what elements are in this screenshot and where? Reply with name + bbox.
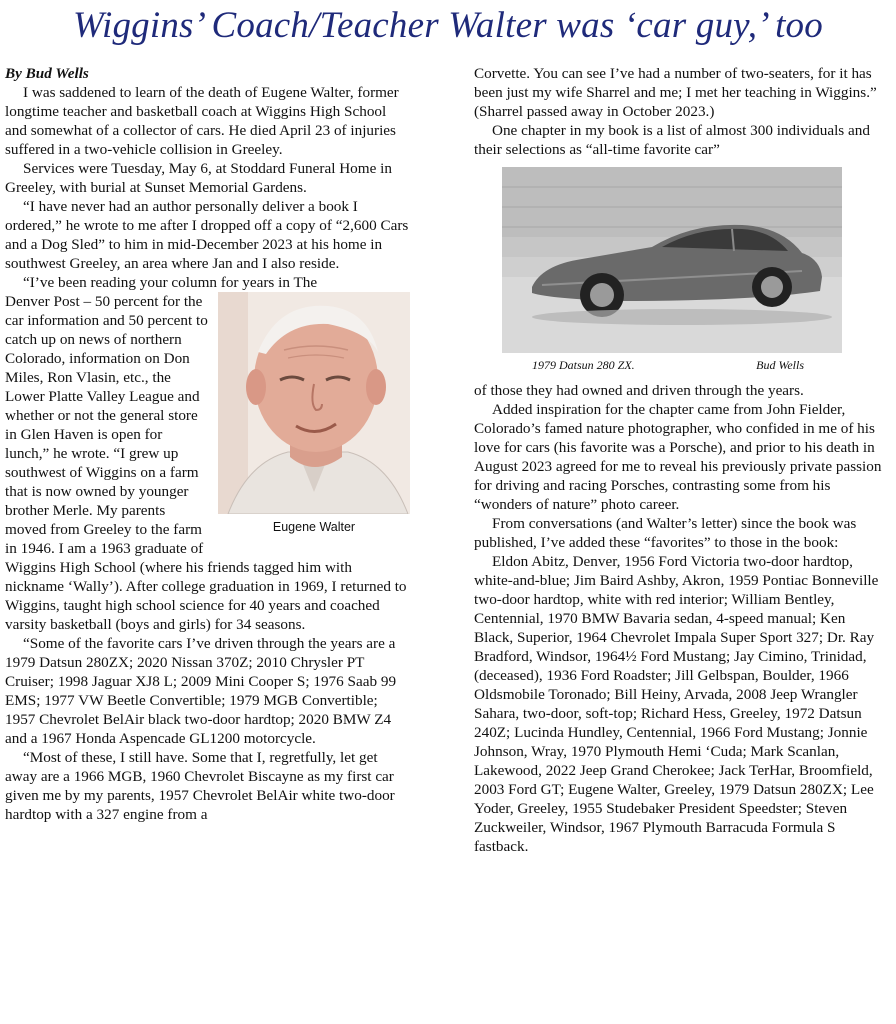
paragraph: “Some of the favorite cars I’ve driven through the years are a 1979 Datsun 280ZX; 2020 Nissan 370Z; 2010 Chrysler PT Cruiser; 1998 Jaguar XJ8 L; 2009 Mini Cooper S; 1976 Saab 99 EMS; 1977 VW Beetle Convertible; 1979 MGB Convertible; 1957 Chevrolet BelAir black two-door hardtop; 2020 BMW Z4 and a 1967 Honda Aspencade GL1200 motorcycle. [5, 635, 397, 747]
paragraph: “I’ve been reading your column for years in The [23, 274, 318, 291]
paragraph: Eldon Abitz, Denver, 1956 Ford Victoria two-door hardtop, white-and-blue; Jim Baird Ashby, Akron, 1959 Pontiac Bonneville two-door hardtop, white with red interior; William Bentley, Centennial, 1970 BMW Bavaria sedan, 4-speed manual; Ken Black, Superior, 1964 Chevrolet Impala Super Sport 327; Dr. Ray Bradford, Windsor, 1964½ Ford Mustang; Jay Cimino, Trinidad, (deceased), 1936 Ford Roadster; Jill Gelbspan, Boulder, 1966 Oldsmobile Toronado; Bill Heiny, Arvada, 2008 Jeep Wrangler Sahara, two-door, soft-top; Richard Hess, Greeley, 1972 Datsun 240Z; Lucinda Hundley, Centennial, 1966 Ford Mustang; Jonnie Johnson, Wray, 1970 Plymouth Hemi ‘Cuda; Mark Scanlan, Lakewood, 2022 Jeep Grand Cherokee; Jack TerHar, Broomfield, 2003 Ford GT; Eugene Walter, Greeley, 1979 Datsun 280ZX; Lee Yoder, Greeley, 1955 Studebaker President Speedster; Steven Zuckweiler, Windsor, 1967 Plymouth Barracuda Formula S fastback. [474, 553, 879, 855]
portrait-photo [218, 292, 410, 514]
paragraph: Denver Post – 50 percent for the car information and 50 percent to catch up on news of northern Colorado, information on Don Miles, Ron Vlasin, etc., the Lower Platte Valley League and whether or not the general store in Glen Haven is open for lunch,” he wrote. “I grew up southwest of Wiggins on a farm that is now owned by younger brother Merle. My parents moved from Greeley to the farm in 1946. I am a 1963 graduate of Wiggins High School (where his friends tagged him with nickname ‘Wally’). After college graduation in 1969, I returned to Wiggins, taught high school science for 40 years and coached varsity basketball (boys and girls) for 34 seasons. [5, 293, 407, 633]
paragraph: of those they had owned and driven through the years. [474, 382, 804, 399]
paragraph: I was saddened to learn of the death of Eugene Walter, former longtime teacher and basketball coach at Wiggins High School and somewhat of a collector of cars. He died April 23 of injuries suffered in a two-vehicle collision in Greeley. [5, 84, 399, 158]
portrait-caption: Eugene Walter [272, 520, 356, 534]
car-photo [502, 167, 842, 353]
paragraph: From conversations (and Walter’s letter) since the book was published, I’ve added these “favorites” to those in the book: [474, 515, 857, 551]
byline: By Bud Wells [5, 65, 89, 82]
car-figure [502, 167, 842, 375]
photo-credit: Bud Wells [756, 358, 804, 372]
paragraph: “I have never had an author personally deliver a book I ordered,” he wrote to me after I dropped off a copy of “2,600 Cars and a Dog Sled” to him in mid-December 2023 at his home in southwest Greeley, an area where Jan and I also reside. [5, 198, 409, 272]
paragraph: Corvette. You can see I’ve had a number of two-seaters, for it has been just my wife Sharrel and me; I met her teaching in Wiggins.” (Sharrel passed away in October 2023.) [474, 65, 877, 120]
portrait-figure [218, 292, 410, 538]
car-caption: 1979 Datsun 280 ZX. [532, 358, 635, 372]
column-right [474, 64, 888, 856]
column-left [5, 64, 410, 824]
paragraph: One chapter in my book is a list of almost 300 individuals and their selections as “all-time favorite car” [474, 122, 870, 158]
paragraph: “Most of these, I still have. Some that I, regretfully, let get away are a 1966 MGB, 1960 Chevrolet Biscayne as my first car given me by my parents, 1957 Chevrolet BelAir white two-door hardtop with a 327 engine from a [5, 749, 395, 823]
headline: Wiggins’ Coach/Teacher Walter was ‘car guy,’ too [73, 5, 823, 46]
paragraph: Services were Tuesday, May 6, at Stoddard Funeral Home in Greeley, with burial at Sunset Memorial Gardens. [5, 160, 392, 196]
car-caption-row [502, 353, 842, 375]
paragraph: Added inspiration for the chapter came from John Fielder, Colorado’s famed nature photographer, who confided in me of his love for cars (his favorite was a Porsche), and prior to his death in August 2023 agreed for me to reveal his previously private passion for driving and racing Porsches, contrasting some from his “wonders of nature” photo career. [474, 401, 882, 513]
